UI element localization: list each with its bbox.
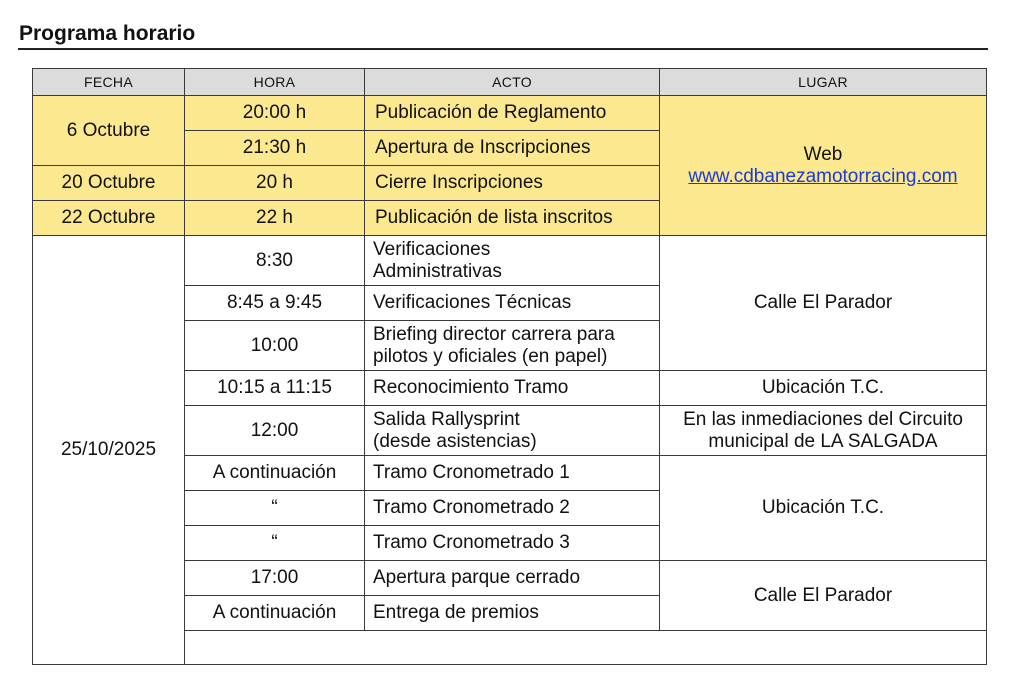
lugar-cell: Calle El Parador <box>660 561 987 631</box>
acto-line: Briefing director carrera para <box>373 323 615 345</box>
acto-cell: Apertura parque cerrado <box>365 561 660 596</box>
acto-cell: Reconocimiento Tramo <box>365 371 660 406</box>
header-hora: HORA <box>185 69 365 96</box>
lugar-cell: Ubicación T.C. <box>660 371 987 406</box>
acto-cell: Verificaciones Técnicas <box>365 286 660 321</box>
table-row <box>33 96 987 131</box>
hora-cell: A continuación <box>185 456 365 491</box>
header-row <box>33 69 987 96</box>
acto-line: Administrativas <box>373 260 502 282</box>
hora-cell: “ <box>185 526 365 561</box>
header-fecha: FECHA <box>33 69 185 96</box>
acto-cell <box>365 321 660 371</box>
acto-cell: Publicación de lista inscritos <box>365 201 660 236</box>
lugar-line: municipal de LA SALGADA <box>708 430 938 452</box>
fecha-cell: 6 Octubre <box>33 96 185 166</box>
acto-cell: Tramo Cronometrado 3 <box>365 526 660 561</box>
lugar-cell: Calle El Parador <box>660 236 987 371</box>
acto-cell <box>365 236 660 286</box>
lugar-line: En las inmediaciones del Circuito <box>683 408 963 430</box>
lugar-cell: Ubicación T.C. <box>660 456 987 561</box>
acto-cell: Cierre Inscripciones <box>365 166 660 201</box>
acto-cell: Publicación de Reglamento <box>365 96 660 131</box>
acto-line: pilotos y oficiales (en papel) <box>373 345 608 367</box>
website-link[interactable]: www.cdbanezamotorracing.com <box>688 165 958 187</box>
header-acto: ACTO <box>365 69 660 96</box>
fecha-cell: 25/10/2025 <box>33 236 185 665</box>
hora-cell: 12:00 <box>185 406 365 456</box>
acto-line: Verificaciones <box>373 238 491 260</box>
empty-cell <box>185 631 987 665</box>
schedule-table <box>32 68 987 665</box>
lugar-web-label: Web <box>803 143 843 165</box>
hora-cell: 10:00 <box>185 321 365 371</box>
lugar-cell <box>660 406 987 456</box>
lugar-web-cell <box>660 96 987 236</box>
hora-cell: 10:15 a 11:15 <box>185 371 365 406</box>
hora-cell: 21:30 h <box>185 131 365 166</box>
hora-cell: 17:00 <box>185 561 365 596</box>
fecha-cell: 20 Octubre <box>33 166 185 201</box>
acto-cell: Tramo Cronometrado 1 <box>365 456 660 491</box>
fecha-cell: 22 Octubre <box>33 201 185 236</box>
title-underline <box>18 48 988 50</box>
acto-line: Salida Rallysprint <box>373 408 520 430</box>
acto-line: (desde asistencias) <box>373 430 537 452</box>
hora-cell: 20:00 h <box>185 96 365 131</box>
acto-cell: Entrega de premios <box>365 596 660 631</box>
hora-cell: 22 h <box>185 201 365 236</box>
hora-cell: A continuación <box>185 596 365 631</box>
hora-cell: 8:45 a 9:45 <box>185 286 365 321</box>
hora-cell: 20 h <box>185 166 365 201</box>
table-row <box>33 236 987 286</box>
acto-cell: Tramo Cronometrado 2 <box>365 491 660 526</box>
header-lugar: LUGAR <box>660 69 987 96</box>
acto-cell: Apertura de Inscripciones <box>365 131 660 166</box>
page-title: Programa horario <box>19 22 196 45</box>
hora-cell: 8:30 <box>185 236 365 286</box>
hora-cell: “ <box>185 491 365 526</box>
acto-cell <box>365 406 660 456</box>
